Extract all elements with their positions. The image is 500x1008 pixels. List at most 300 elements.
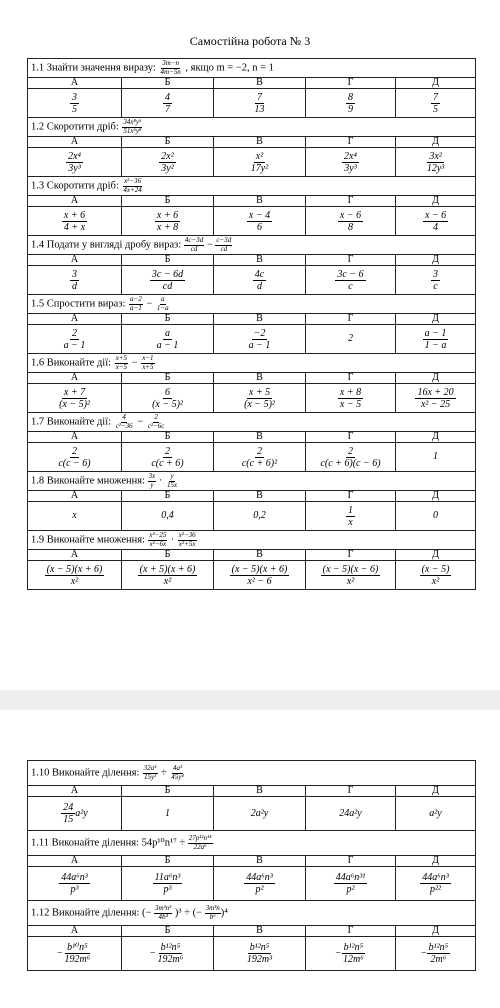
denominator: c(c + 6)² — [241, 457, 278, 469]
answer-option-Д — [396, 443, 476, 472]
numerator: −2 — [253, 327, 266, 339]
answer-fraction — [253, 92, 267, 115]
answer-letter: Г — [306, 856, 396, 867]
numerator: 32a⁵ — [143, 763, 157, 772]
answer-option-А — [28, 89, 122, 118]
question — [28, 236, 476, 255]
question-suffix: − — [206, 239, 213, 251]
answer-letter: Б — [122, 78, 214, 89]
question-row — [28, 831, 476, 856]
numerator: 3c − 6 — [337, 268, 364, 280]
answer-option-Г — [306, 207, 396, 236]
numerator: a — [165, 327, 170, 339]
numerator: 16x + 20 — [417, 386, 454, 398]
numerator: 2 — [72, 327, 77, 339]
answer-option-Б — [122, 266, 214, 295]
numerator: y — [170, 471, 174, 480]
answer-letter: Б — [122, 786, 214, 797]
answer-fraction — [321, 564, 381, 587]
answer-letter: В — [214, 926, 306, 937]
question-fraction-2 — [146, 414, 167, 430]
question — [28, 354, 476, 373]
tasks-table-2 — [27, 760, 476, 971]
question-fraction-2 — [155, 296, 171, 312]
denominator: cd — [190, 244, 198, 253]
question — [28, 59, 476, 78]
answer-option-В — [214, 325, 306, 354]
denominator: c — [433, 280, 438, 292]
answers-row — [28, 561, 476, 590]
denominator: 1 − a — [424, 339, 447, 351]
denominator: 9 — [348, 103, 353, 115]
answer-fraction — [346, 505, 355, 528]
answer-option-Б — [122, 797, 214, 831]
numerator: a − 1 — [424, 327, 447, 339]
question-row — [28, 118, 476, 137]
answer-value: x — [72, 510, 77, 521]
answers-row — [28, 937, 476, 971]
question-row — [28, 531, 476, 550]
answer-fraction — [341, 942, 366, 965]
question-fraction — [184, 237, 204, 253]
answer-letter: Д — [396, 255, 476, 266]
denominator: 3y³ — [344, 162, 357, 174]
answer-option-А — [28, 148, 122, 177]
denominator: c²−6c — [147, 421, 165, 430]
answer-letter: А — [28, 196, 122, 207]
denominator: x − 5 — [339, 398, 362, 410]
answer-letters-row — [28, 196, 476, 207]
answer-fraction — [253, 269, 266, 292]
numerator: 3 — [72, 91, 77, 103]
denominator: a − 1 — [63, 339, 86, 351]
answer-value: 24a²y — [339, 807, 362, 819]
answers-row — [28, 89, 476, 118]
answer-letters-row — [28, 314, 476, 325]
answer-letter: Д — [396, 78, 476, 89]
denominator: x²−6x — [149, 539, 167, 548]
denominator: x + 8 — [156, 221, 179, 233]
question-fraction — [121, 119, 143, 135]
answer-option-А — [28, 325, 122, 354]
answer-fraction — [318, 446, 382, 469]
denominator: p²² — [430, 884, 441, 895]
question-suffix: − — [131, 357, 138, 369]
answer-option-Б — [122, 443, 214, 472]
question-text: 1.12 Виконайте ділення: (− — [31, 907, 152, 919]
answer-letter: Д — [396, 137, 476, 148]
numerator: 2 — [164, 445, 170, 457]
denominator: a − 1 — [156, 339, 179, 351]
answer-letters-row — [28, 432, 476, 443]
answer-fraction — [62, 210, 87, 233]
question-suffix: − — [146, 298, 153, 310]
answer-sign: − — [56, 947, 63, 959]
answer-fraction — [342, 151, 359, 174]
numerator: 11a⁶n³ — [154, 872, 181, 883]
answer-letter: Д — [396, 786, 476, 797]
numerator: x − 6 — [424, 209, 447, 221]
denominator: (x − 5)² — [59, 398, 90, 410]
answer-fraction — [61, 802, 75, 825]
answer-letters-row — [28, 137, 476, 148]
answer-letter: А — [28, 550, 122, 561]
answer-fraction — [155, 942, 185, 965]
question — [28, 831, 476, 856]
question — [28, 761, 476, 786]
answer-fraction — [425, 151, 446, 174]
answer-fraction — [153, 872, 183, 895]
numerator: 3m−n — [162, 58, 179, 67]
answer-fraction — [155, 328, 181, 351]
answer-option-Д — [396, 867, 476, 901]
answer-letter: В — [214, 856, 306, 867]
denominator: 8 — [348, 221, 353, 233]
question-fraction-2 — [177, 532, 198, 548]
answer-fraction — [240, 446, 279, 469]
answer-letter: Г — [306, 373, 396, 384]
numerator: x + 8 — [339, 386, 362, 398]
numerator: 24 — [63, 802, 74, 813]
numerator: 3x — [148, 471, 156, 480]
numerator: x−1 — [142, 353, 154, 362]
answer-fraction — [431, 92, 440, 115]
denominator: 45y⁴ — [171, 772, 184, 781]
answer-fraction — [62, 942, 92, 965]
answer-option-В — [214, 207, 306, 236]
answer-letters-row — [28, 255, 476, 266]
answer-fraction — [57, 387, 92, 410]
numerator: 2 — [256, 445, 262, 457]
denominator: c(c + 6)(c − 6) — [320, 457, 381, 469]
answer-letter: Г — [306, 432, 396, 443]
answer-letter: Б — [122, 314, 214, 325]
answer-fraction — [149, 446, 185, 469]
answer-option-Г — [306, 266, 396, 295]
answer-letter: Б — [122, 255, 214, 266]
answer-letter: Г — [306, 255, 396, 266]
question-suffix: · — [170, 534, 175, 546]
numerator: x − 4 — [248, 209, 271, 221]
answer-option-Г — [306, 867, 396, 901]
answer-letter: Г — [306, 196, 396, 207]
answer-factor: a²y — [75, 807, 88, 819]
answer-fraction — [247, 210, 272, 233]
answer-letter: Д — [396, 926, 476, 937]
numerator: x + 6 — [63, 209, 86, 221]
denominator: p³ — [70, 884, 79, 895]
denominator: 1−a — [156, 303, 169, 312]
answer-letter: А — [28, 926, 122, 937]
numerator: 7 — [257, 91, 262, 103]
answer-fraction — [423, 210, 448, 233]
answer-letter: А — [28, 314, 122, 325]
question-suffix: − — [137, 416, 144, 428]
numerator: 44a⁶n³ — [246, 872, 273, 883]
answer-letter: А — [28, 255, 122, 266]
numerator: 2 — [347, 445, 353, 457]
answer-value: 1 — [165, 807, 170, 819]
denominator: 12y³ — [426, 162, 445, 174]
question-text: 1.10 Виконайте ділення: — [31, 767, 140, 779]
answers-row — [28, 148, 476, 177]
denominator: 3y³ — [68, 162, 81, 174]
numerator: x + 6 — [156, 209, 179, 221]
denominator: 7 — [165, 103, 170, 115]
denominator: 4 — [433, 221, 439, 233]
numerator: 3m³n — [205, 903, 220, 912]
question-text: 1.7 Виконайте дії: — [31, 416, 112, 428]
answer-letter: Г — [306, 491, 396, 502]
answer-letter: А — [28, 856, 122, 867]
answer-letter: Д — [396, 491, 476, 502]
question-fraction — [114, 414, 135, 430]
denominator: 17y² — [250, 162, 269, 174]
question-row — [28, 354, 476, 373]
numerator: x²−36 — [124, 176, 142, 185]
question-fraction-2 — [169, 765, 186, 781]
denominator: x² − 6 — [247, 575, 272, 587]
answer-letter: Д — [396, 373, 476, 384]
question-text: 1.8 Виконайте множення: — [31, 475, 145, 487]
answer-option-Д — [396, 797, 476, 831]
answer-letter: Д — [396, 550, 476, 561]
answer-fraction — [431, 269, 440, 292]
answer-option-А — [28, 207, 122, 236]
numerator: (x − 5) — [421, 563, 450, 575]
answer-value: 0,4 — [161, 510, 174, 521]
question-fraction — [121, 178, 143, 194]
question-fraction-2 — [140, 355, 155, 371]
answer-option-А — [28, 502, 122, 531]
answer-option-Б — [122, 937, 214, 971]
answer-letter: В — [214, 786, 306, 797]
answers-row — [28, 867, 476, 901]
question — [28, 531, 476, 550]
answer-fraction — [423, 328, 449, 351]
denominator: x² — [163, 575, 172, 587]
numerator: 6 — [164, 386, 170, 398]
denominator: 4b⁴ — [158, 912, 168, 921]
numerator: c−3d — [216, 235, 232, 244]
answer-letter: Г — [306, 786, 396, 797]
answer-letter: Д — [396, 856, 476, 867]
question-fraction — [128, 296, 144, 312]
denominator: 22a⁶ — [193, 842, 207, 851]
answer-letter: А — [28, 786, 122, 797]
answer-option-В — [214, 384, 306, 413]
numerator: 4 — [122, 412, 126, 421]
answer-option-Б — [122, 561, 214, 590]
answer-letter: Г — [306, 314, 396, 325]
numerator: x²−25 — [149, 530, 167, 539]
denominator: (x − 5)² — [152, 398, 183, 410]
question-suffix: )³ ÷ (− — [174, 907, 202, 919]
answers-row — [28, 797, 476, 831]
answer-fraction — [70, 92, 79, 115]
answer-option-В — [214, 561, 306, 590]
answer-letters-row — [28, 373, 476, 384]
answers-row — [28, 266, 476, 295]
numerator: 2x⁴ — [344, 150, 357, 162]
denominator: cd — [220, 244, 228, 253]
numerator: 2x⁴ — [68, 150, 81, 162]
denominator: x² — [346, 575, 355, 587]
answers-row — [28, 443, 476, 472]
answer-letters-row — [28, 856, 476, 867]
answer-option-Г — [306, 561, 396, 590]
answer-option-Б — [122, 207, 214, 236]
numerator: 4c — [254, 268, 265, 280]
numerator: 2 — [71, 445, 77, 457]
numerator: 4 — [165, 91, 170, 103]
numerator: 34x⁸y⁶ — [123, 117, 142, 126]
denominator: 4 + x — [63, 221, 86, 233]
question-text: 1.2 Скоротити дріб: — [31, 121, 119, 133]
answer-fraction — [415, 387, 455, 410]
numerator: 1 — [348, 504, 353, 516]
numerator: (x + 5)(x + 6) — [139, 563, 196, 575]
answer-fraction — [138, 564, 198, 587]
answer-value: 0 — [433, 510, 439, 521]
answer-fraction — [230, 564, 290, 587]
answer-option-Г — [306, 325, 396, 354]
denominator: x+5 — [142, 362, 154, 371]
numerator: 44a⁶n³ — [422, 872, 449, 883]
denominator: x² — [70, 575, 79, 587]
answer-option-Г — [306, 443, 396, 472]
denominator: c(c − 6) — [58, 457, 91, 469]
question — [28, 118, 476, 137]
answer-option-Г — [306, 384, 396, 413]
numerator: x²−36 — [178, 530, 196, 539]
answer-letter: Г — [306, 926, 396, 937]
answer-option-Б — [122, 89, 214, 118]
answer-letter: А — [28, 137, 122, 148]
denominator: 15 — [63, 814, 74, 825]
answers-row — [28, 207, 476, 236]
answers-row — [28, 325, 476, 354]
answer-letters-row — [28, 491, 476, 502]
numerator: 3 — [72, 268, 77, 280]
denominator: 6 — [257, 221, 262, 233]
answer-letter: Д — [396, 432, 476, 443]
answer-letter: Г — [306, 78, 396, 89]
answer-letter: А — [28, 373, 122, 384]
numerator: b¹⁰n⁵ — [67, 942, 88, 953]
denominator: p² — [255, 884, 264, 895]
answer-letter: В — [214, 491, 306, 502]
answer-fraction — [59, 872, 89, 895]
answer-option-Д — [396, 561, 476, 590]
numerator: (x − 5)(x + 6) — [231, 563, 288, 575]
answer-letter: Б — [122, 137, 214, 148]
question-text: 1.6 Виконайте дії: — [31, 357, 112, 369]
denominator: 15x — [166, 480, 178, 489]
numerator: 4c−3d — [184, 235, 204, 244]
question-fraction — [114, 355, 129, 371]
question-fraction — [158, 60, 182, 76]
numerator: b¹²n⁵ — [160, 942, 181, 953]
numerator: b¹²n⁵ — [428, 942, 449, 953]
answer-option-А — [28, 937, 122, 971]
question-text: 1.3 Скоротити дріб: — [31, 180, 119, 192]
answer-letter: В — [214, 78, 306, 89]
answer-letter: Б — [122, 926, 214, 937]
denominator: 51x⁶y⁸ — [123, 126, 142, 135]
numerator: 8 — [348, 91, 353, 103]
denominator: p³ — [163, 884, 172, 895]
answer-option-Б — [122, 502, 214, 531]
answer-option-Д — [396, 384, 476, 413]
question-text: 1.4 Подати у вигляді дробу вираз: — [31, 239, 182, 251]
answer-option-Г — [306, 89, 396, 118]
answer-letter: В — [214, 550, 306, 561]
answer-fraction — [245, 942, 274, 965]
answer-letter: В — [214, 314, 306, 325]
question-row — [28, 413, 476, 432]
answer-option-Г — [306, 797, 396, 831]
answer-sign: − — [335, 947, 341, 959]
denominator: 5 — [433, 103, 439, 115]
answer-option-А — [28, 797, 122, 831]
denominator: b⁶ — [209, 912, 216, 921]
numerator: x + 7 — [63, 386, 86, 398]
question-row — [28, 236, 476, 255]
answer-fraction — [56, 446, 92, 469]
answer-value: 2 — [348, 333, 353, 344]
denominator: x²+5x — [178, 539, 196, 548]
numerator: 44a⁶n³¹ — [335, 872, 366, 883]
numerator: 44a⁶n³ — [61, 872, 88, 883]
question-text: 1.11 Виконайте ділення: 54p¹⁰n¹⁷ ÷ — [31, 837, 186, 849]
numerator: 2x² — [161, 150, 174, 162]
numerator: x + 5 — [248, 386, 271, 398]
denominator: 4x+24 — [123, 185, 142, 194]
answer-fraction — [70, 269, 79, 292]
question — [28, 901, 476, 926]
answer-option-В — [214, 148, 306, 177]
question-text: 1.9 Виконайте множення: — [31, 534, 145, 546]
answer-letter: А — [28, 432, 122, 443]
answers-row — [28, 502, 476, 531]
numerator: 2 — [154, 412, 158, 421]
answer-fraction — [338, 210, 363, 233]
numerator: (x − 5)(x + 6) — [46, 563, 103, 575]
page-title: Самостійна робота № 3 — [189, 34, 311, 48]
denominator: 3y² — [161, 162, 174, 174]
numerator: b¹²n⁵ — [343, 942, 364, 953]
denominator: d — [256, 280, 262, 292]
denominator: x — [348, 516, 353, 528]
answer-option-Д — [396, 266, 476, 295]
denominator: 5 — [72, 103, 77, 115]
answer-option-Г — [306, 502, 396, 531]
question-fraction — [154, 905, 172, 921]
answer-fraction — [338, 387, 363, 410]
answer-letters-row — [28, 550, 476, 561]
answer-option-Д — [396, 937, 476, 971]
answer-option-Д — [396, 148, 476, 177]
answer-fraction — [155, 210, 180, 233]
answer-letter: А — [28, 78, 122, 89]
answer-value: 0,2 — [253, 510, 266, 521]
answer-option-Д — [396, 207, 476, 236]
question-fraction — [142, 765, 158, 781]
answer-fraction — [62, 328, 88, 351]
answer-option-Д — [396, 502, 476, 531]
numerator: x+5 — [115, 353, 128, 362]
